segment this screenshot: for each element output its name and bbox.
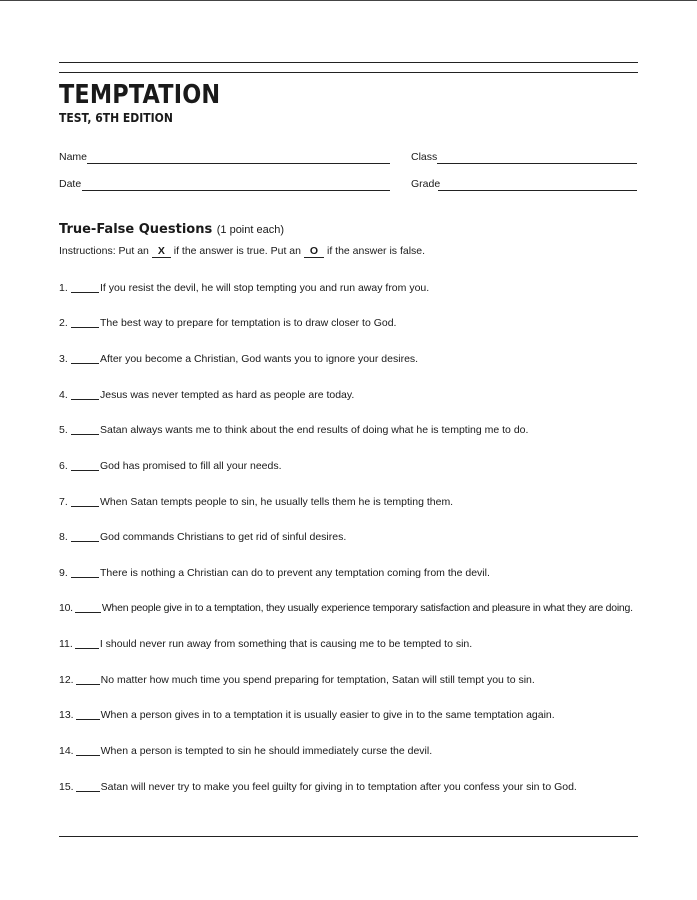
question-number: 4.	[59, 389, 68, 401]
date-label: Date	[59, 178, 82, 190]
answer-blank[interactable]	[76, 684, 100, 685]
name-field[interactable]	[87, 163, 390, 164]
question-text: There is nothing a Christian can do to prevent any temptation coming from the devil.	[100, 567, 490, 579]
page-title: TEMPTATION	[59, 80, 221, 110]
class-label: Class	[411, 151, 438, 163]
answer-blank[interactable]	[71, 470, 99, 471]
question-number: 5.	[59, 424, 68, 436]
answer-blank[interactable]	[71, 541, 99, 542]
question-text: God commands Christians to get rid of sinful desires.	[100, 531, 347, 543]
header-rule-bottom	[59, 72, 638, 73]
question-item	[59, 460, 282, 473]
question-item	[59, 674, 535, 687]
question-item	[59, 567, 490, 580]
question-text: No matter how much time you spend preparing for temptation, Satan will still tempt you to sin.	[100, 674, 535, 686]
answer-blank[interactable]	[71, 399, 99, 400]
header-rule-top	[59, 62, 638, 63]
true-mark: X	[152, 246, 171, 258]
question-item	[59, 389, 354, 402]
question-text: When a person is tempted to sin he should immediately curse the devil.	[100, 745, 433, 757]
name-label: Name	[59, 151, 88, 163]
answer-blank[interactable]	[71, 292, 99, 293]
instructions	[59, 245, 425, 258]
question-text: When Satan tempts people to sin, he usually tells them he is tempting them.	[100, 496, 454, 508]
question-number: 2.	[59, 317, 68, 329]
question-item	[59, 496, 453, 509]
page-subtitle: TEST, 6TH EDITION	[59, 111, 173, 125]
question-text: When people give in to a temptation, they usually experience temporary satisfaction and pleasure in what they are doing.	[101, 602, 633, 614]
question-number: 9.	[59, 567, 68, 579]
question-number: 1.	[59, 282, 68, 294]
question-item	[59, 353, 418, 366]
question-item	[59, 781, 577, 794]
question-text: The best way to prepare for temptation is to draw closer to God.	[100, 317, 397, 329]
question-item	[59, 602, 633, 615]
section-points: (1 point each)	[216, 224, 284, 236]
question-item	[59, 317, 396, 330]
date-field[interactable]	[82, 190, 390, 191]
answer-blank[interactable]	[76, 719, 100, 720]
grade-label: Grade	[411, 178, 441, 190]
answer-blank[interactable]	[75, 648, 99, 649]
question-number: 10.	[59, 602, 73, 614]
section-title	[59, 222, 284, 238]
answer-blank[interactable]	[71, 577, 99, 578]
question-text: I should never run away from something that is causing me to be tempted to sin.	[99, 638, 473, 650]
question-number: 12.	[59, 674, 74, 686]
footer-rule	[59, 836, 638, 837]
class-field[interactable]	[437, 163, 637, 164]
section-title-text: True-False Questions	[59, 222, 213, 237]
question-item	[59, 709, 555, 722]
answer-blank[interactable]	[71, 434, 99, 435]
question-number: 6.	[59, 460, 68, 472]
question-item	[59, 424, 528, 437]
question-number: 7.	[59, 496, 68, 508]
question-text: When a person gives in to a temptation it is usually easier to give in to the same temptation again.	[100, 709, 555, 721]
question-number: 8.	[59, 531, 68, 543]
question-number: 11.	[59, 638, 73, 650]
page-top-border	[0, 0, 697, 1]
instructions-part-1: Instructions: Put an	[59, 245, 149, 257]
question-number: 15.	[59, 781, 74, 793]
question-text: Jesus was never tempted as hard as people are today.	[100, 389, 355, 401]
question-text: Satan always wants me to think about the end results of doing what he is tempting me to do.	[100, 424, 529, 436]
question-number: 3.	[59, 353, 68, 365]
answer-blank[interactable]	[76, 791, 100, 792]
question-item	[59, 638, 472, 651]
false-mark: O	[304, 246, 324, 258]
question-number: 13.	[59, 709, 74, 721]
instructions-part-2: if the answer is true. Put an	[173, 245, 301, 257]
answer-blank[interactable]	[75, 612, 101, 613]
answer-blank[interactable]	[71, 363, 99, 364]
answer-blank[interactable]	[71, 506, 99, 507]
grade-field[interactable]	[438, 190, 637, 191]
answer-blank[interactable]	[76, 755, 100, 756]
question-text: Satan will never try to make you feel guilty for giving in to temptation after you confess your sin to God.	[100, 781, 577, 793]
question-text: If you resist the devil, he will stop tempting you and run away from you.	[100, 282, 430, 294]
question-item	[59, 745, 432, 758]
question-text: God has promised to fill all your needs.	[100, 460, 282, 472]
question-text: After you become a Christian, God wants you to ignore your desires.	[100, 353, 419, 365]
question-item	[59, 282, 429, 295]
answer-blank[interactable]	[71, 327, 99, 328]
question-number: 14.	[59, 745, 74, 757]
instructions-part-3: if the answer is false.	[327, 245, 426, 257]
question-item	[59, 531, 346, 544]
